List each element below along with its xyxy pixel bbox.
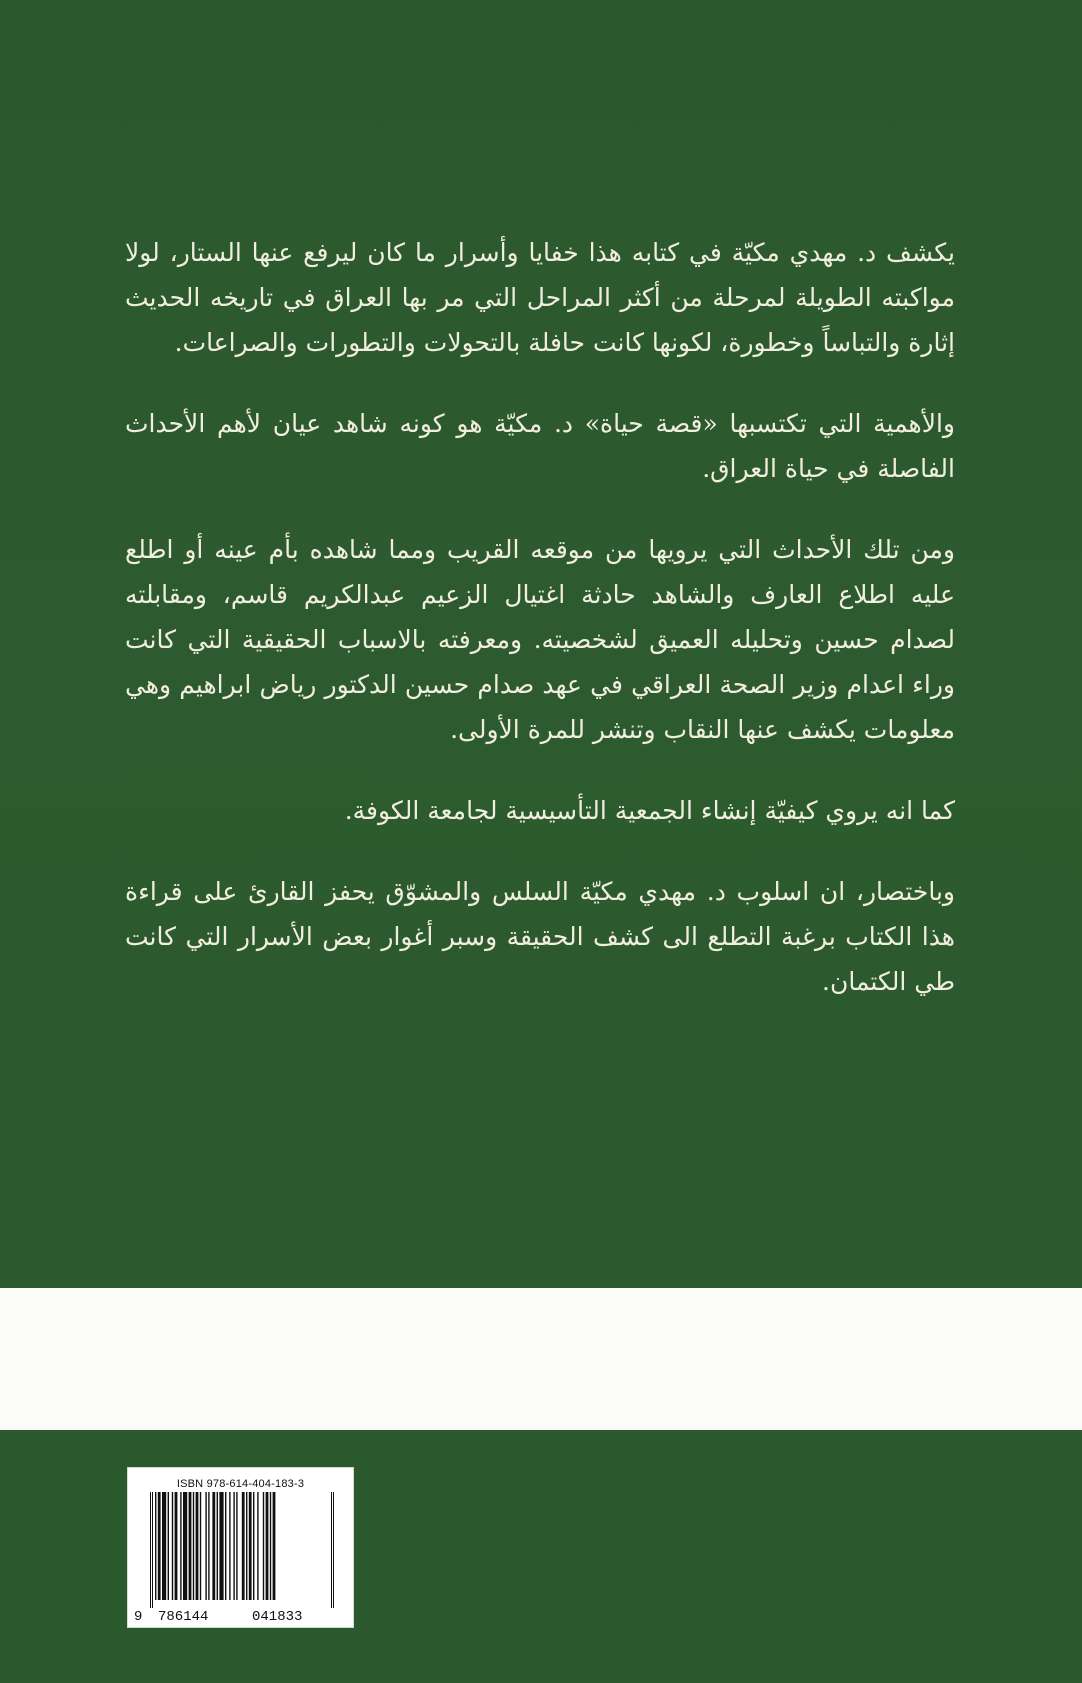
barcode-bar	[217, 1492, 218, 1600]
barcode-bar	[189, 1492, 192, 1600]
barcode-guard-bar	[331, 1492, 332, 1608]
isbn-number: ISBN 978-614-404-183-3	[176, 1478, 305, 1490]
barcode-bar	[200, 1492, 201, 1600]
barcode-bar	[172, 1492, 173, 1600]
barcode-bar	[253, 1492, 254, 1600]
barcode-bar	[193, 1492, 194, 1600]
barcode-bar	[196, 1492, 199, 1600]
barcode-bar	[273, 1492, 276, 1600]
barcode-bar	[257, 1492, 258, 1600]
barcode-bar	[183, 1492, 187, 1600]
barcode-bar	[229, 1492, 230, 1600]
blurb-paragraph-4: كما انه يروي كيفيّة إنشاء الجمعية التأسيسية لجامعة الكوفة.	[344, 796, 955, 825]
barcode-bar	[155, 1492, 156, 1600]
barcode-bar	[242, 1492, 245, 1600]
white-stripe	[0, 1288, 1082, 1430]
barcode-bar	[263, 1492, 264, 1600]
barcode-digit-first: 9	[134, 1609, 143, 1625]
barcode-guard-bar	[333, 1492, 334, 1608]
isbn-barcode-label	[127, 1467, 354, 1628]
barcode-bar	[236, 1492, 237, 1600]
barcode-digits-left: 786144	[158, 1609, 209, 1625]
barcode-bar	[208, 1492, 209, 1600]
barcode-bar	[219, 1492, 223, 1600]
barcode-bar	[205, 1492, 206, 1600]
barcode-bar	[180, 1492, 181, 1600]
barcode-bar	[168, 1492, 169, 1600]
blurb-paragraph-3: ومن تلك الأحداث التي يرويها من موقعه القريب ومما شاهده بأم عينه أو اطلع عليه اطلاع العارف والشاهد حادثة اغتيال الزعيم عبدالكريم قاسم، ومقابلته لصدام حسين وتحليله العميق لشخصيته. ومعرفته بالاسباب الحقيقية التي كانت وراء اعدام وزير الصحة العراقي في عهد صدام حسين الدكتور رياض ابراهيم وهي معلومات يكشف عنها النقاب وتنشر للمرة الأولى.	[125, 535, 955, 744]
barcode-bar	[212, 1492, 215, 1600]
blurb-paragraph-2: والأهمية التي تكتسبها «قصة حياة» د. مكيّة هو كونه شاهد عيان لأهم الأحداث الفاصلة في حياة العراق.	[125, 409, 955, 483]
barcode-guard-bar	[152, 1492, 153, 1608]
barcode-guard-bar	[150, 1492, 151, 1608]
barcode-bar	[233, 1492, 234, 1600]
barcode-digits-right: 041833	[252, 1609, 303, 1625]
barcode-bar	[225, 1492, 226, 1600]
barcode-bar	[162, 1492, 166, 1600]
barcode-bars	[150, 1492, 334, 1608]
barcode-bar	[249, 1492, 252, 1600]
barcode-bar	[266, 1492, 269, 1600]
barcode-bar	[158, 1492, 161, 1600]
barcode-bar	[175, 1492, 178, 1600]
blurb-paragraph-1: يكشف د. مهدي مكيّة في كتابه هذا خفايا وأسرار ما كان ليرفع عنها الستار، لولا مواكبته الطويلة لمرحلة من أكثر المراحل التي مر بها العراق في تاريخه الحديث إثارة والتباساً وخطورة، لكونها كانت حافلة بالتحولات والتطورات والصراعات.	[125, 238, 955, 357]
barcode-bar	[270, 1492, 271, 1600]
blurb-paragraph-5: وباختصار، ان اسلوب د. مهدي مكيّة السلس والمشوّق يحفز القارئ على قراءة هذا الكتاب برغبة التطلع الى كشف الحقيقة وسبر أغوار بعض الأسرار التي كانت طي الكتمان.	[125, 877, 955, 996]
back-cover-blurb	[125, 230, 955, 1040]
barcode-bar	[246, 1492, 247, 1600]
barcode-graphic	[128, 1468, 355, 1629]
